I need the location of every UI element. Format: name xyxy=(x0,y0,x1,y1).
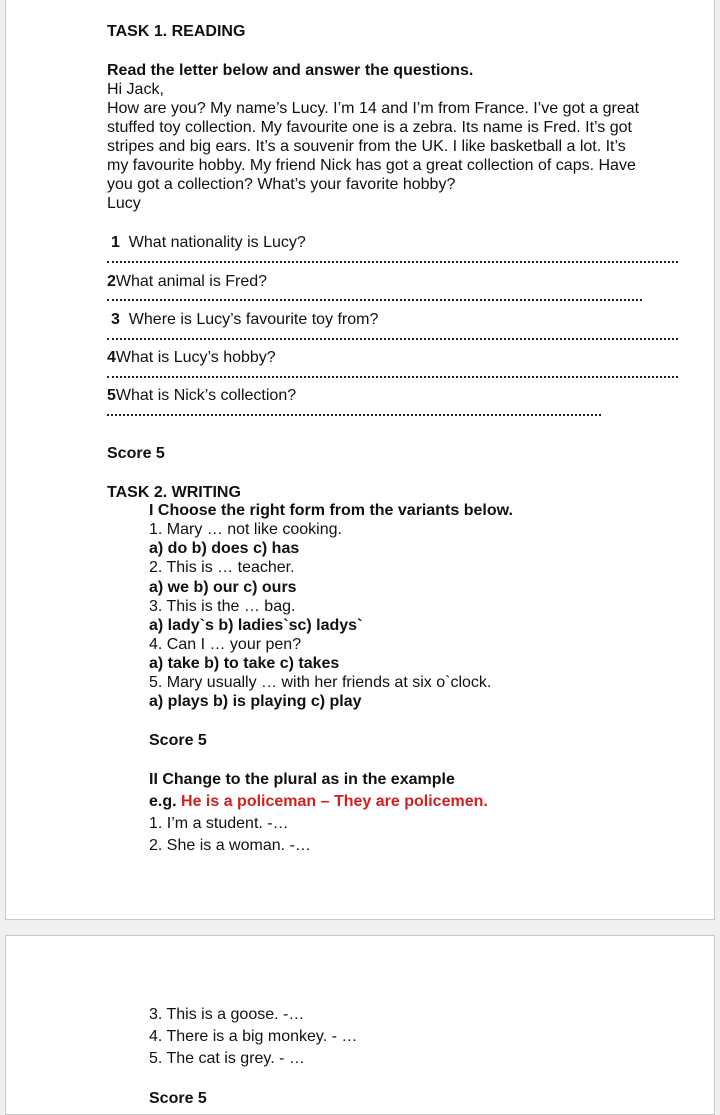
part1-heading: I Choose the right form from the variants below. xyxy=(149,502,513,519)
letter-line: you got a collection? What’s your favorite hobby? xyxy=(107,176,456,193)
letter-line: Hi Jack, xyxy=(107,81,164,98)
exercise-options: a) plays b) is playing c) play xyxy=(149,693,362,710)
task1-instruction: Read the letter below and answer the questions. xyxy=(107,62,474,79)
exercise-options: a) we b) our c) ours xyxy=(149,579,297,596)
question-number: 3 xyxy=(111,311,120,328)
question-number: 1 xyxy=(111,234,120,251)
question-5 xyxy=(107,386,296,405)
question-1 xyxy=(111,233,306,252)
question-text: What is Nick’s collection? xyxy=(115,387,297,404)
exercise-options: a) take b) to take c) takes xyxy=(149,655,340,672)
letter-line: stuffed toy collection. My favourite one is a zebra. Its name is Fred. It’s got xyxy=(107,119,632,136)
exercise-question: 3. This is the … bag. xyxy=(149,598,296,615)
part1-score: Score 5 xyxy=(149,732,207,749)
part2-score: Score 5 xyxy=(149,1090,207,1107)
question-text: Where is Lucy’s favourite toy from? xyxy=(128,311,379,328)
task1-title: TASK 1. READING xyxy=(107,23,246,40)
example-label: e.g. xyxy=(149,793,177,810)
question-text: What nationality is Lucy? xyxy=(128,234,306,251)
question-3 xyxy=(111,310,378,329)
exercise-question: 1. Mary … not like cooking. xyxy=(149,521,342,538)
answer-line-5[interactable] xyxy=(107,414,601,416)
question-number: 5 xyxy=(107,387,116,404)
exercise-options: a) do b) does c) has xyxy=(149,540,300,557)
part2-heading: II Change to the plural as in the example xyxy=(149,771,455,788)
part2-example xyxy=(149,792,488,811)
exercise-question: 4. Can I … your pen? xyxy=(149,636,302,653)
question-text: What animal is Fred? xyxy=(115,273,268,290)
exercise-question: 5. Mary usually … with her friends at six o`clock. xyxy=(149,674,492,691)
plural-item: 5. The cat is grey. - … xyxy=(149,1050,305,1067)
letter-line: my favourite hobby. My friend Nick has got a great collection of caps. Have xyxy=(107,157,636,174)
answer-line-3[interactable] xyxy=(107,338,678,340)
question-text: What is Lucy’s hobby? xyxy=(115,349,276,366)
answer-line-2[interactable] xyxy=(107,299,642,301)
answer-line-1[interactable] xyxy=(107,261,678,263)
plural-item: 1. I’m a student. -… xyxy=(149,815,289,832)
page-1 xyxy=(5,0,715,920)
task2-title: TASK 2. WRITING xyxy=(107,484,241,501)
letter-line: How are you? My name’s Lucy. I’m 14 and I’m from France. I’ve got a great xyxy=(107,100,640,117)
question-4 xyxy=(107,348,276,367)
letter-signature: Lucy xyxy=(107,195,141,212)
answer-line-4[interactable] xyxy=(107,376,678,378)
task1-score: Score 5 xyxy=(107,445,165,462)
example-text: He is a policeman – They are policemen. xyxy=(181,793,488,810)
letter-line: stripes and big ears. It’s a souvenir from the UK. I like basketball a lot. It’s xyxy=(107,138,626,155)
plural-item: 2. She is a woman. -… xyxy=(149,837,311,854)
question-number: 4 xyxy=(107,349,116,366)
page-2 xyxy=(5,935,715,1115)
question-2 xyxy=(107,272,267,291)
exercise-options: a) lady`s b) ladies`sc) ladys` xyxy=(149,617,363,634)
plural-item: 3. This is a goose. -… xyxy=(149,1006,305,1023)
plural-item: 4. There is a big monkey. - … xyxy=(149,1028,358,1045)
exercise-question: 2. This is … teacher. xyxy=(149,559,295,576)
question-number: 2 xyxy=(107,273,116,290)
